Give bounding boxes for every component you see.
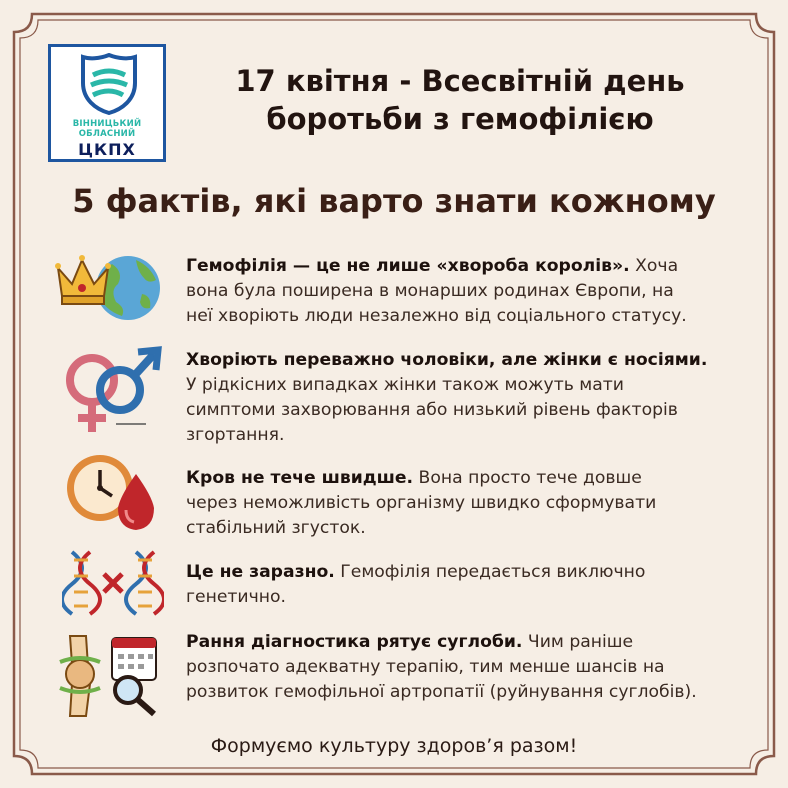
logo-text-abbrev: ЦКПХ: [78, 140, 136, 159]
fact-4-text-line1: Гемофілія передається виключно: [334, 562, 646, 582]
fact-2-text-line4: згортання.: [186, 425, 285, 445]
fact-5-heading: Рання діагностика рятує суглоби.: [186, 632, 523, 652]
footer-slogan: Формуємо культуру здоров’я разом!: [210, 735, 578, 757]
fact-item-4: [186, 560, 766, 610]
fact-item-1: [186, 254, 766, 329]
organization-logo: [48, 44, 166, 162]
gender-symbols-icon: [58, 346, 164, 436]
logo-text-line2: ОБЛАСНИЙ: [78, 129, 136, 139]
fact-1-text-line1: Хоча: [629, 256, 679, 276]
page-title: [180, 62, 740, 138]
fact-5-text-line2: розпочато адекватну терапію, тим менше шансів на: [186, 657, 665, 677]
fact-5-text-line1: Чим раніше: [522, 632, 634, 652]
fact-3-text-line3: стабільний згусток.: [186, 518, 366, 538]
fact-2-heading: Хворіють переважно чоловіки, але жінки є носіями.: [186, 350, 708, 370]
title-line2: боротьби з гемофілією: [266, 102, 654, 136]
logo-text-line1: ВІННИЦЬКИЙ: [72, 119, 142, 129]
fact-3-text-line1: Вона просто тече довше: [413, 468, 642, 488]
clock-blood-drop-icon: [62, 452, 164, 534]
fact-2-text-line3: симптоми захворювання або низький рівень факторів: [186, 400, 678, 420]
page-subtitle: 5 фактів, які варто знати кожному: [72, 182, 716, 220]
fact-4-text-line2: генетично.: [186, 587, 286, 607]
fact-1-text-line2: вона була поширена в монарших родинах Європи, на: [186, 281, 674, 301]
fact-2-text-line2: У рідкісних випадках жінки також можуть мати: [186, 375, 624, 395]
fact-3-heading: Кров не тече швидше.: [186, 468, 414, 488]
fact-1-text-line3: неї хворіють люди незалежно від соціального статусу.: [186, 306, 687, 326]
shield-logo-icon: [79, 53, 139, 115]
fact-item-5: [186, 630, 766, 705]
crown-globe-icon: [52, 250, 164, 322]
fact-4-heading: Це не заразно.: [186, 562, 335, 582]
fact-item-2: [186, 348, 766, 448]
title-line1: 17 квітня - Всесвітній день: [235, 64, 685, 98]
fact-item-3: [186, 466, 766, 541]
fact-3-text-line2: через неможливість організму швидко сформувати: [186, 493, 657, 513]
dna-cross-icon: [62, 548, 164, 618]
fact-5-text-line3: розвиток гемофільної артропатії (руйнування суглобів).: [186, 682, 697, 702]
joint-calendar-magnifier-icon: [56, 632, 164, 718]
fact-1-heading: Гемофілія — це не лише «хвороба королів».: [186, 256, 630, 276]
